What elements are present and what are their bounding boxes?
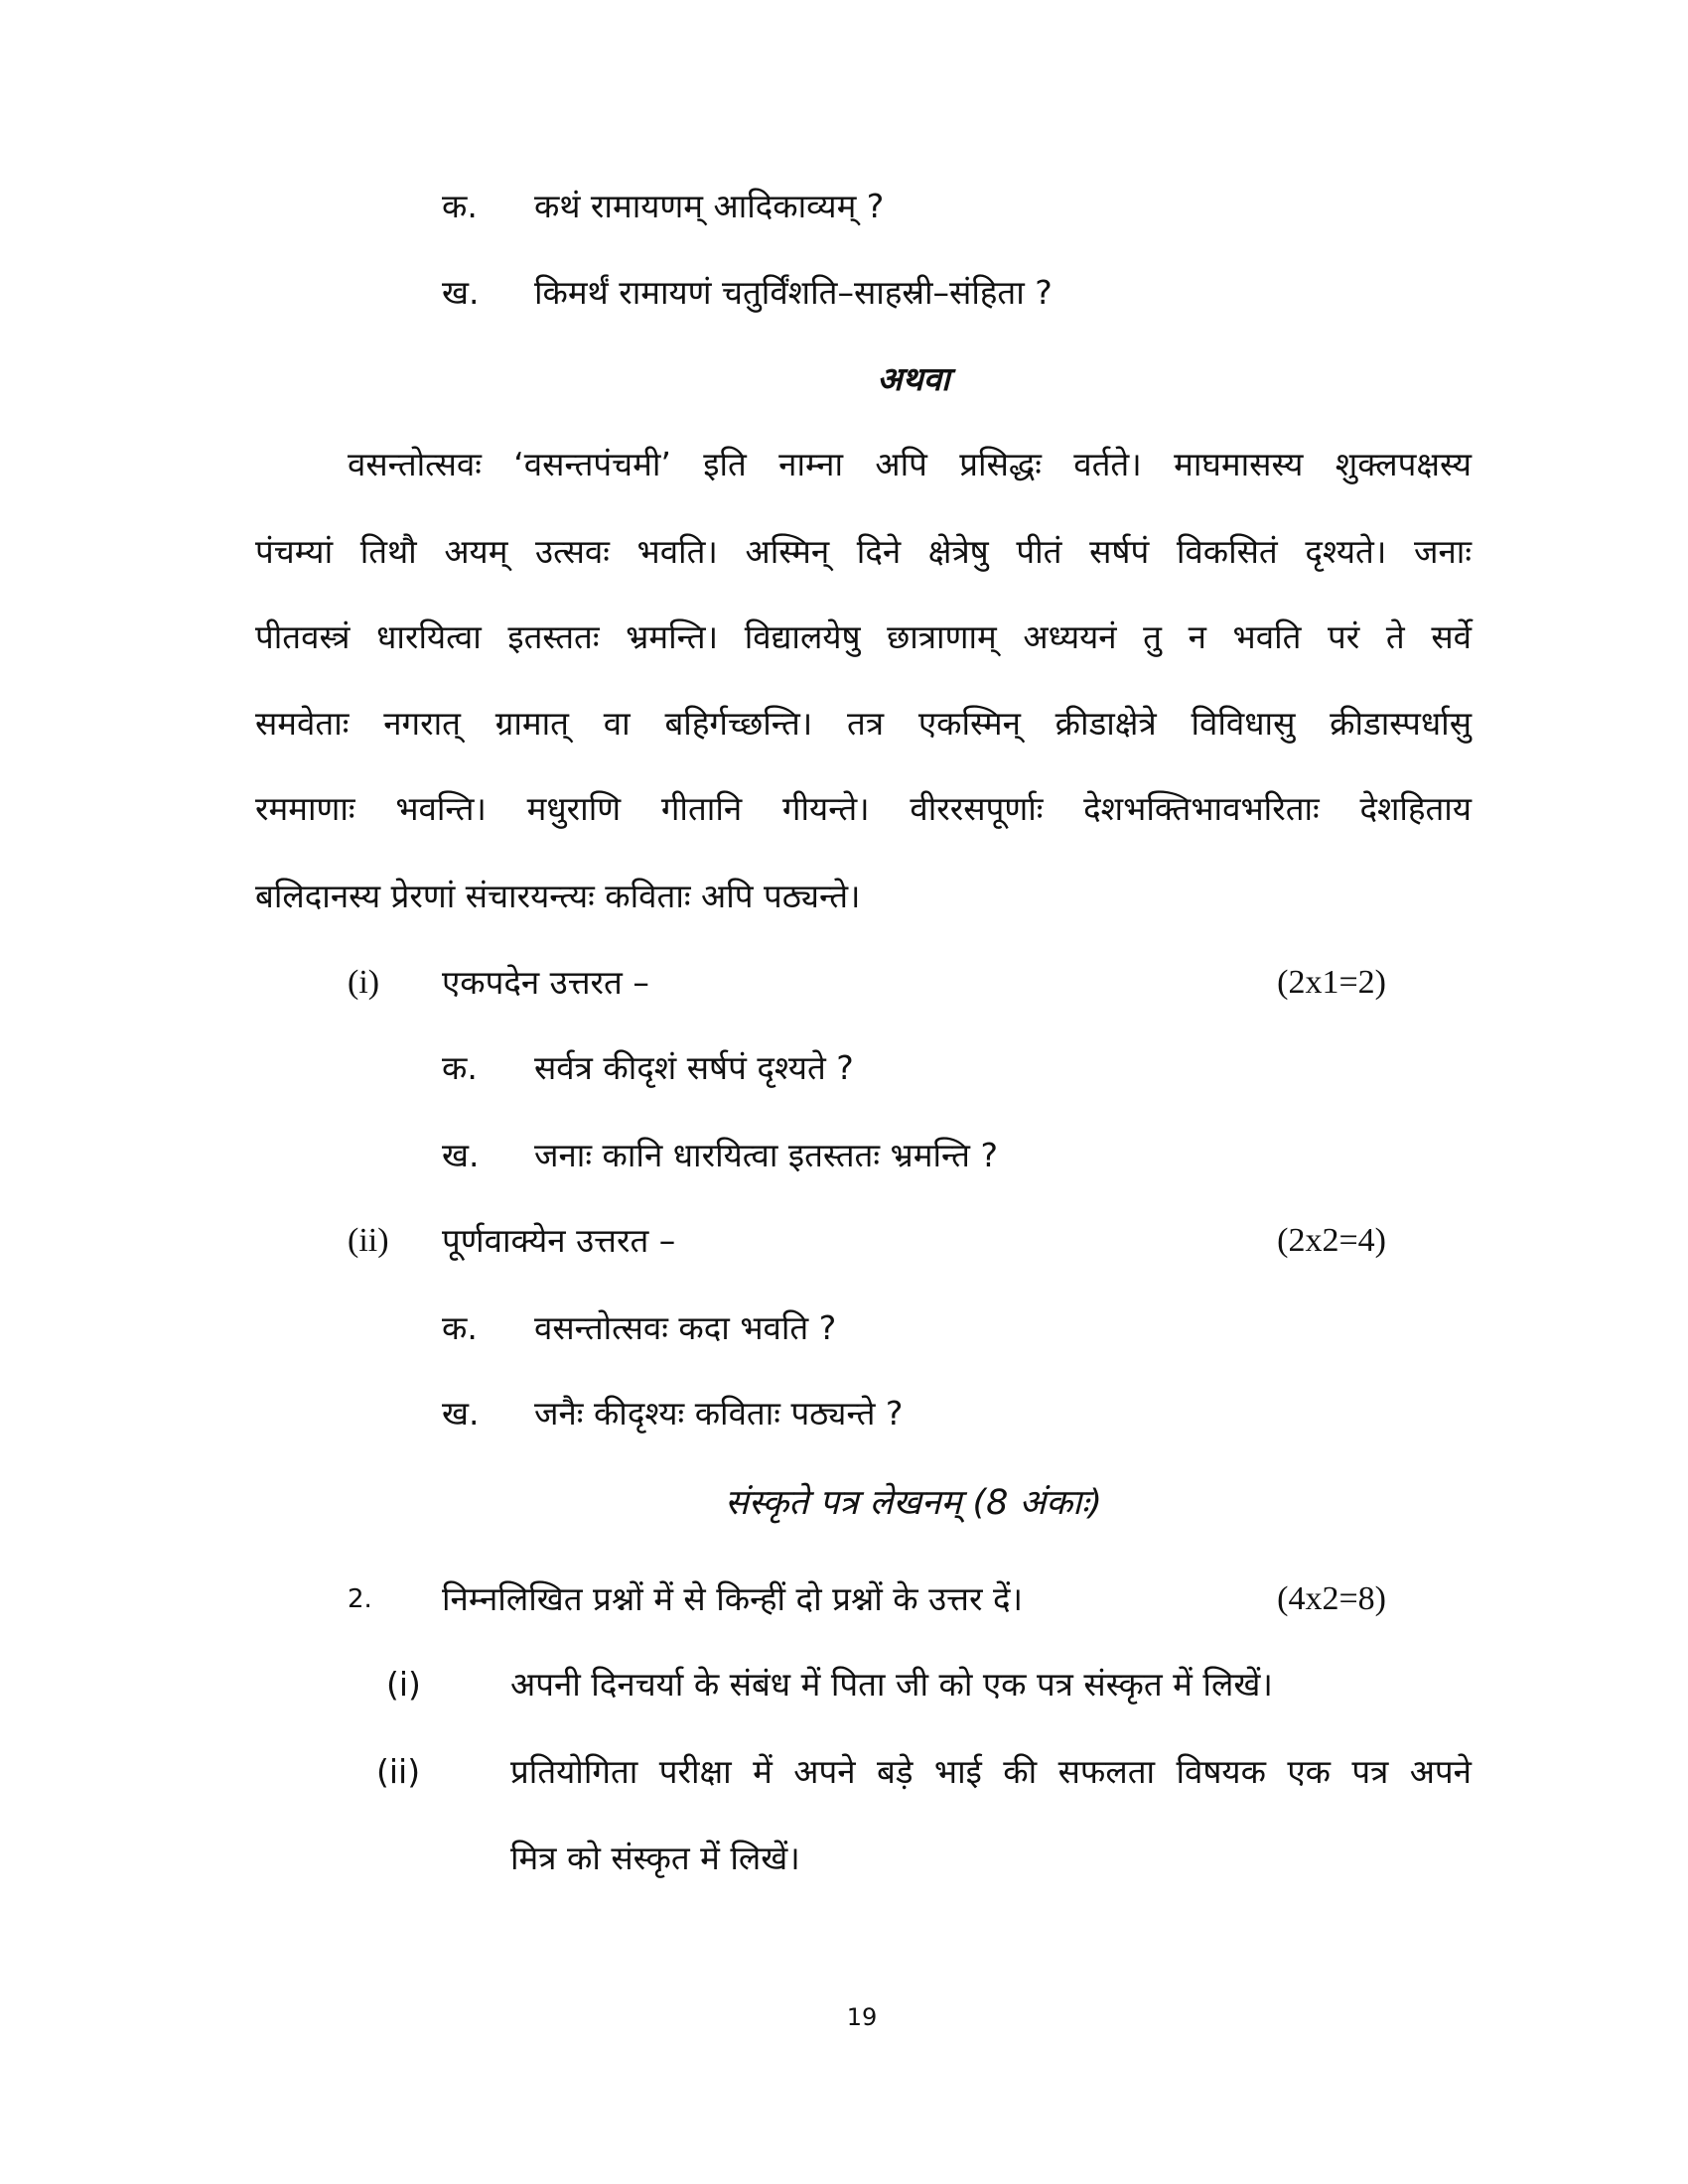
- section-instruction: एकपदेन उत्तरत –: [442, 963, 649, 1002]
- option-label: (i): [386, 1665, 421, 1704]
- section-instruction: पूर्णवाक्येन उत्तरत –: [442, 1221, 676, 1260]
- question-text: वसन्तोत्सवः कदा भवति ?: [534, 1308, 837, 1347]
- page-number: 19: [846, 2003, 878, 2031]
- passage-line: समवेताः नगरात् ग्रामात् वा बहिर्गच्छन्ति। तत्र एकस्मिन् क्रीडाक्षेत्रे विविधासु क्रीडास्पर्धासु: [255, 704, 1472, 743]
- question-label: क.: [442, 1048, 478, 1087]
- question-text: जनाः कानि धारयित्वा इतस्ततः भ्रमन्ति ?: [534, 1136, 998, 1174]
- option-text: मित्र को संस्कृत में लिखें।: [510, 1839, 800, 1877]
- section-marks: (2x2=4): [1277, 1222, 1386, 1259]
- question-text: जनैः कीदृश्यः कविताः पठ्यन्ते ?: [534, 1394, 904, 1433]
- or-heading: अथवा: [877, 359, 950, 398]
- passage-line: रममाणाः भवन्ति। मधुराणि गीतानि गीयन्ते। वीररसपूर्णाः देशभक्तिभावभरिताः देशहिताय: [255, 789, 1472, 828]
- letter-writing-heading: संस्कृते पत्र लेखनम् (8 अंकाः): [725, 1483, 1102, 1523]
- question-label: ख.: [442, 1136, 480, 1174]
- option-text: प्रतियोगिता परीक्षा में अपने बड़े भाई की सफलता विषयक एक पत्र अपने: [510, 1752, 1472, 1791]
- question-marks: (4x2=8): [1277, 1580, 1386, 1617]
- option-label: (ii): [376, 1752, 421, 1791]
- question-text: सर्वत्र कीदृशं सर्षपं दृश्यते ?: [534, 1048, 854, 1087]
- section-marks: (2x1=2): [1277, 964, 1386, 1001]
- section-label: (ii): [348, 1222, 389, 1259]
- question-text: निम्नलिखित प्रश्नों में से किन्हीं दो प्रश्नों के उत्तर दें।: [442, 1579, 1023, 1618]
- passage-line: पंचम्यां तिथौ अयम् उत्सवः भवति। अस्मिन् दिने क्षेत्रेषु पीतं सर्षपं विकसितं दृश्यते। जनाः: [255, 532, 1472, 571]
- question-label: क.: [442, 1308, 478, 1347]
- passage-line: वसन्तोत्सवः ‘वसन्तपंचमी’ इति नाम्ना अपि प्रसिद्धः वर्तते। माघमासस्य शुक्लपक्षस्य: [348, 445, 1472, 483]
- question-label: ख.: [442, 1394, 480, 1433]
- question-number: 2.: [348, 1584, 372, 1614]
- question-text: किमर्थं रामायणं चतुर्विंशति–साहस्री–संहिता ?: [534, 273, 1053, 312]
- question-text: कथं रामायणम् आदिकाव्यम् ?: [534, 187, 885, 225]
- passage-line: बलिदानस्य प्रेरणां संचारयन्त्यः कविताः अपि पठ्यन्ते।: [255, 877, 861, 915]
- section-label: (i): [348, 964, 380, 1001]
- question-label: क.: [442, 187, 478, 225]
- question-label: ख.: [442, 273, 480, 312]
- option-text: अपनी दिनचर्या के संबंध में पिता जी को एक पत्र संस्कृत में लिखें।: [510, 1665, 1273, 1704]
- passage-line: पीतवस्त्रं धारयित्वा इतस्ततः भ्रमन्ति। विद्यालयेषु छात्राणाम् अध्ययनं तु न भवति परं ते सर्वे: [255, 617, 1472, 656]
